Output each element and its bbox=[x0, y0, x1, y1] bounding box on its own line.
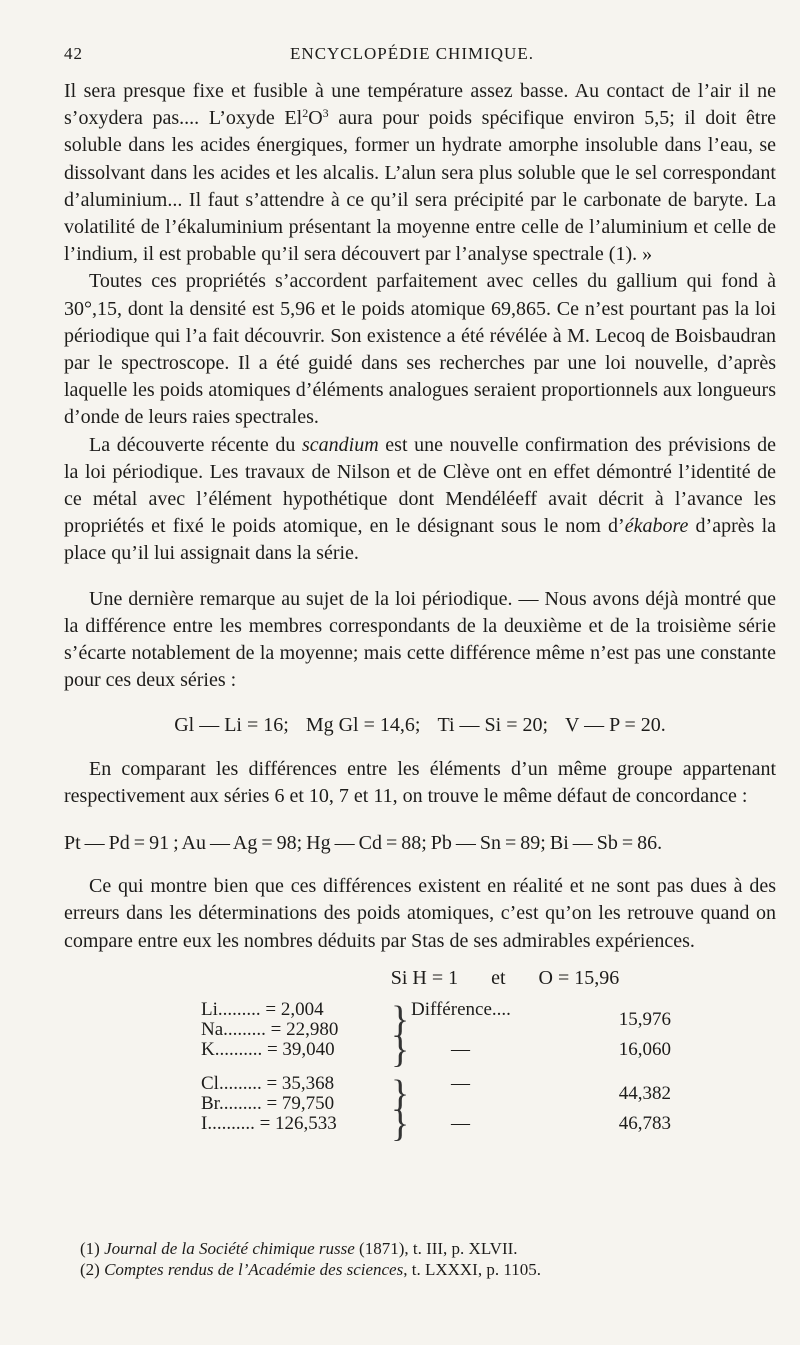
equation: V — P = 20. bbox=[565, 714, 666, 737]
equation: Gl — Li = 16; bbox=[174, 714, 289, 737]
equations-row-2: Pt — Pd = 91 ; Au — Ag = 98; Hg — Cd = 88; Pb — Sn = 89; Bi — Sb = 86. bbox=[64, 832, 663, 855]
equation: Mg Gl = 14,6; bbox=[305, 714, 421, 737]
difference-value: 44,382 bbox=[618, 1083, 671, 1105]
element-value: I.......... = 126,533 bbox=[201, 1113, 337, 1135]
equation: Ti — Si = 20; bbox=[437, 714, 549, 737]
basis-line bbox=[234, 965, 776, 992]
difference-value: 46,783 bbox=[618, 1113, 671, 1135]
difference-dash: — bbox=[451, 1039, 470, 1061]
footnote-2-ref: , t. LXXXI, p. 1105. bbox=[403, 1260, 541, 1279]
element-value: Cl......... = 35,368 bbox=[201, 1073, 335, 1095]
footnote-1-number: (1) bbox=[80, 1239, 105, 1258]
footnote-2-title: Comptes rendus de l’Académie des sciences bbox=[104, 1260, 404, 1279]
p1-text-b: O bbox=[308, 107, 323, 130]
difference-label: Différence.... bbox=[411, 999, 511, 1021]
element-value: Li......... = 2,004 bbox=[201, 999, 324, 1021]
atomic-weights-table bbox=[201, 999, 671, 1146]
paragraph-2: Toutes ces propriétés s’accordent parfaitement avec celles du gallium qui fond à 30°,15, dont la densité est 5,96 et le poids atomique 69,865. Ce n’est pourtant pas la loi périodique qui l’a fait découvrir. Son existence a été révélée à M. Lecoq de Boisbaudran par le spectroscope. Il a été guidé dans ses recherches par une loi nouvelle, d’après laquelle les poids atomiques d’éléments analogues seraient proportionnels aux longueurs d’onde de leurs raies spectrales. bbox=[64, 270, 776, 429]
paragraph-4: Une dernière remarque au sujet de la loi périodique. — Nous avons déjà montré que la différence entre les membres correspondants de la deuxième et de la troisième série s’écarte notablement de la moyenne; mais cette différence même n’est pas une constante pour ces deux séries : bbox=[64, 587, 776, 692]
paragraph-6: Ce qui montre bien que ces différences existent en réalité et ne sont pas dues à des erreurs dans les déterminations des poids atomiques, c’est qu’on les retrouve quand on compare entre eux les nombres déduits par Stas de ses admirables expériences. bbox=[64, 875, 776, 952]
brace: } bbox=[391, 999, 410, 1042]
footnote-1-ref: (1871), t. III, p. XLVII. bbox=[354, 1239, 518, 1258]
table-row bbox=[201, 1074, 671, 1094]
element-value: Na......... = 22,980 bbox=[201, 1019, 339, 1041]
element-value: Br......... = 79,750 bbox=[201, 1093, 335, 1115]
basis-o: O = 15,96 bbox=[538, 966, 620, 989]
table-row bbox=[201, 1040, 671, 1060]
running-title: ENCYCLOPÉDIE CHIMIQUE. bbox=[290, 44, 534, 63]
difference-value: 16,060 bbox=[618, 1039, 671, 1061]
p3-em-scandium: scandium bbox=[302, 433, 379, 456]
footnote-2 bbox=[64, 1259, 776, 1280]
difference-value: 15,976 bbox=[618, 1009, 671, 1031]
basis-et: et bbox=[491, 966, 506, 989]
paragraph-5: En comparant les différences entre les éléments d’un même groupe appartenant respectivement aux séries 6 et 10, 7 et 11, on trouve le même défaut de concordance : bbox=[64, 757, 776, 807]
footnote-1-title: Journal de la Société chimique russe bbox=[104, 1239, 355, 1258]
paragraph-3 bbox=[64, 432, 776, 568]
table-row bbox=[201, 1000, 671, 1020]
brace: } bbox=[391, 1029, 410, 1072]
element-value: K.......... = 39,040 bbox=[201, 1039, 335, 1061]
basis-h: Si H = 1 bbox=[390, 966, 459, 989]
p1-sup-2: 3 bbox=[322, 106, 329, 121]
difference-dash: — bbox=[451, 1073, 470, 1095]
p1-sup-1: 2 bbox=[302, 106, 309, 121]
brace: } bbox=[391, 1073, 410, 1116]
p3-text-a: La découverte récente du bbox=[89, 433, 303, 456]
paragraph-1 bbox=[64, 78, 776, 268]
footnote-1 bbox=[64, 1238, 776, 1259]
p1-text-a: Il sera presque fixe et fusible à une température assez basse. Au contact de l’air il ne s’oxydera pas.... L’oxyde El bbox=[64, 80, 776, 130]
brace: } bbox=[391, 1103, 410, 1146]
table-row bbox=[201, 1114, 671, 1134]
equations-row-1 bbox=[64, 712, 776, 739]
p3-text-b: est une nouvelle confirmation des prévisions de la loi périodique. Les travaux de Nilson et de Clève ont en effet démontré l’identité de ce métal avec l’élément hypothétique dont Mendéléeff avait décrit à l’avance les propriétés et fixé le poids atomique, en le désignant sous le nom d’ bbox=[64, 433, 777, 538]
footnotes bbox=[64, 1238, 776, 1280]
body-text bbox=[64, 78, 777, 1146]
p3-text-c: d’après la place qu’il lui assignait dans la série. bbox=[64, 515, 777, 565]
difference-dash: — bbox=[451, 1113, 470, 1135]
page-number: 42 bbox=[64, 44, 83, 63]
p1-text-c: aura pour poids spécifique environ 5,5; il doit être soluble dans les acides énergiques, former un hydrate amorphe insoluble dans l’eau, se dissolvant dans les acides et les alcalis. L’alun sera plus soluble que le sel correspondant d’aluminium... Il faut s’attendre à ce qu’il sera précipité par le carbonate de baryte. La volatilité de l’ékaluminium présentant la moyenne entre celle de l’aluminium et celle de l’indium, il est probable qu’il sera découvert par l’analyse spectrale (1). » bbox=[64, 107, 776, 266]
footnote-2-number: (2) bbox=[80, 1260, 105, 1279]
p3-em-ekabore: ékabore bbox=[624, 515, 689, 538]
